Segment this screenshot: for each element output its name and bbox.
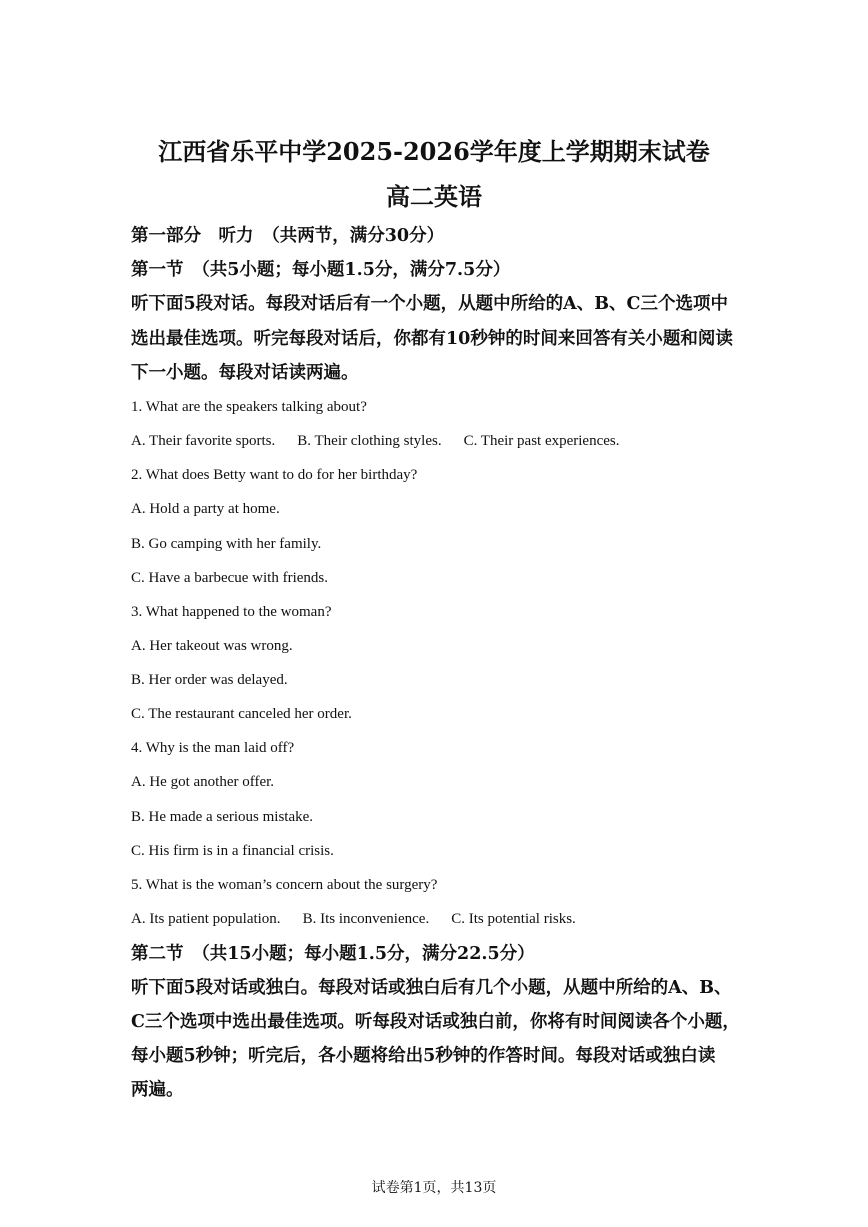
question-stem: 5. What is the woman’s concern about the surgery?: [131, 877, 438, 893]
question-stem: 3. What happened to the woman?: [131, 604, 332, 620]
question-stem: 1. What are the speakers talking about?: [131, 399, 367, 415]
section2-instruction-line: C三个选项中选出最佳选项。听每段对话或独白前，你将有时间阅读各个小题，: [131, 1012, 740, 1032]
option-b: B. Go camping with her family.: [131, 536, 322, 552]
section2-instruction-line: 听下面5段对话或独白。每段对话或独白后有几个小题，从题中所给的A、B、: [131, 978, 732, 998]
option-c: C. His firm is in a financial crisis.: [131, 843, 334, 859]
option-a: A. He got another offer.: [131, 774, 275, 790]
section1-instruction-line: 听下面5段对话。每段对话后有一个小题，从题中所给的A、B、C三个选项中: [131, 294, 728, 314]
option-b: B. Her order was delayed.: [131, 672, 288, 688]
page-footer: 试卷第1页，共13页: [371, 1180, 497, 1196]
option-a: A. Its patient population.: [131, 911, 281, 927]
section2-instruction-line: 两遍。: [131, 1080, 184, 1100]
option-a: A. Her takeout was wrong.: [131, 638, 293, 654]
section2-heading: 第二节 （共15小题；每小题1.5分，满分22.5分）: [131, 944, 535, 964]
question-stem: 4. Why is the man laid off?: [131, 740, 295, 756]
exam-subtitle: 高二英语: [386, 182, 482, 211]
question-options-row: [131, 431, 771, 451]
option-c: C. Have a barbecue with friends.: [131, 570, 329, 586]
option-a: A. Their favorite sports.: [131, 433, 276, 449]
option-a: A. Hold a party at home.: [131, 501, 280, 517]
question-options-row: [131, 909, 771, 929]
option-c: C. Its potential risks.: [451, 911, 576, 927]
exam-title: 江西省乐平中学2025-2026学年度上学期期末试卷: [158, 137, 710, 166]
section1-heading: 第一节 （共5小题；每小题1.5分，满分7.5分）: [131, 260, 511, 280]
section2-instruction-line: 每小题5秒钟；听完后，各小题将给出5秒钟的作答时间。每段对话或独白读: [131, 1046, 716, 1066]
option-b: B. He made a serious mistake.: [131, 809, 314, 825]
part1-heading: 第一部分 听力 （共两节，满分30分）: [131, 226, 445, 246]
option-b: B. Their clothing styles.: [297, 433, 442, 449]
section1-instruction-line: 选出最佳选项。听完每段对话后，你都有10秒钟的时间来回答有关小题和阅读: [131, 329, 733, 349]
section1-instruction-line: 下一小题。每段对话读两遍。: [131, 363, 359, 383]
option-c: C. Their past experiences.: [463, 433, 620, 449]
option-b: B. Its inconvenience.: [302, 911, 430, 927]
option-c: C. The restaurant canceled her order.: [131, 706, 352, 722]
question-stem: 2. What does Betty want to do for her birthday?: [131, 467, 418, 483]
